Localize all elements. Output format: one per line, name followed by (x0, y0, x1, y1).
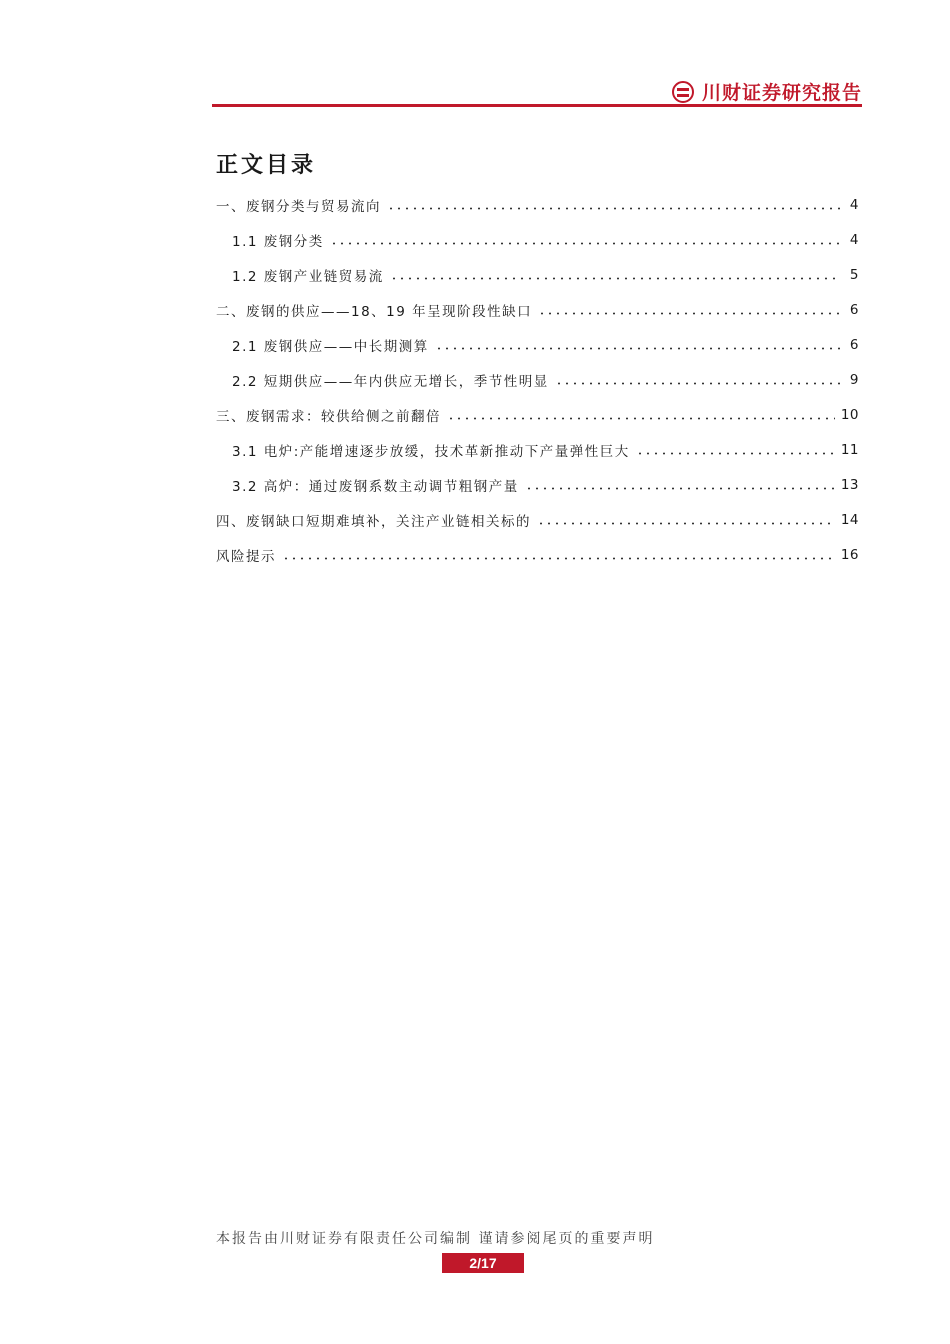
dot-leader (447, 409, 835, 421)
dot-leader (555, 374, 841, 386)
toc-entry-title: 四、废钢缺口短期难填补，关注产业链相关标的 (216, 514, 531, 531)
header-divider (212, 104, 862, 107)
dot-leader (387, 199, 841, 211)
dot-leader (435, 339, 841, 351)
page-header (212, 74, 862, 108)
toc-entry-page: 5 (849, 266, 859, 283)
toc-title: 正文目录 (216, 153, 317, 178)
toc-entry[interactable] (216, 398, 859, 433)
toc-entry[interactable] (216, 187, 859, 222)
dot-leader (390, 269, 841, 281)
toc-entry[interactable] (216, 362, 859, 397)
toc-entry-title: 3.2 高炉：通过废钢系数主动调节粗钢产量 (232, 479, 519, 496)
toc-entry-page: 6 (849, 301, 859, 318)
brand-name: 川财证券研究报告 (701, 82, 862, 104)
toc-entry[interactable] (216, 292, 859, 327)
toc-entry-page: 16 (840, 547, 859, 564)
toc-entry[interactable] (216, 327, 859, 362)
toc-entry-page: 4 (849, 231, 859, 248)
toc-entry[interactable] (216, 257, 859, 292)
toc-entry-page: 10 (840, 407, 859, 424)
toc-entry-title: 2.2 短期供应——年内供应无增长，季节性明显 (232, 374, 549, 391)
toc-entry-page: 11 (840, 442, 859, 459)
table-of-contents (216, 187, 859, 573)
dot-leader (525, 479, 835, 491)
footer-disclaimer: 本报告由川财证券有限责任公司编制 谨请参阅尾页的重要声明 (216, 1231, 655, 1247)
toc-entry-title: 三、废钢需求：较供给侧之前翻倍 (216, 409, 441, 426)
brand (672, 78, 862, 105)
toc-entry-page: 4 (849, 196, 859, 213)
toc-entry-page: 9 (849, 372, 859, 389)
dot-leader (330, 234, 841, 246)
dot-leader (537, 514, 835, 526)
dot-leader (636, 444, 835, 456)
toc-entry-title: 1.1 废钢分类 (232, 233, 324, 250)
toc-entry-title: 1.2 废钢产业链贸易流 (232, 268, 384, 285)
toc-entry[interactable] (216, 468, 859, 503)
toc-entry-page: 14 (840, 512, 859, 529)
toc-entry-title: 风险提示 (216, 549, 276, 566)
toc-entry-title: 二、废钢的供应——18、19 年呈现阶段性缺口 (216, 303, 533, 320)
toc-entry-page: 6 (849, 336, 859, 353)
dot-leader (538, 304, 841, 316)
toc-entry[interactable] (216, 538, 859, 573)
toc-entry[interactable] (216, 433, 859, 468)
toc-entry-title: 3.1 电炉:产能增速逐步放缓，技术革新推动下产量弹性巨大 (232, 444, 630, 461)
page-indicator: 2/17 (442, 1253, 524, 1273)
toc-entry[interactable] (216, 503, 859, 538)
toc-entry-title: 一、废钢分类与贸易流向 (216, 198, 381, 215)
chuancai-logo-icon (672, 81, 694, 103)
toc-entry[interactable] (216, 222, 859, 257)
toc-entry-title: 2.1 废钢供应——中长期测算 (232, 338, 429, 355)
dot-leader (282, 549, 835, 561)
toc-entry-page: 13 (840, 477, 859, 494)
